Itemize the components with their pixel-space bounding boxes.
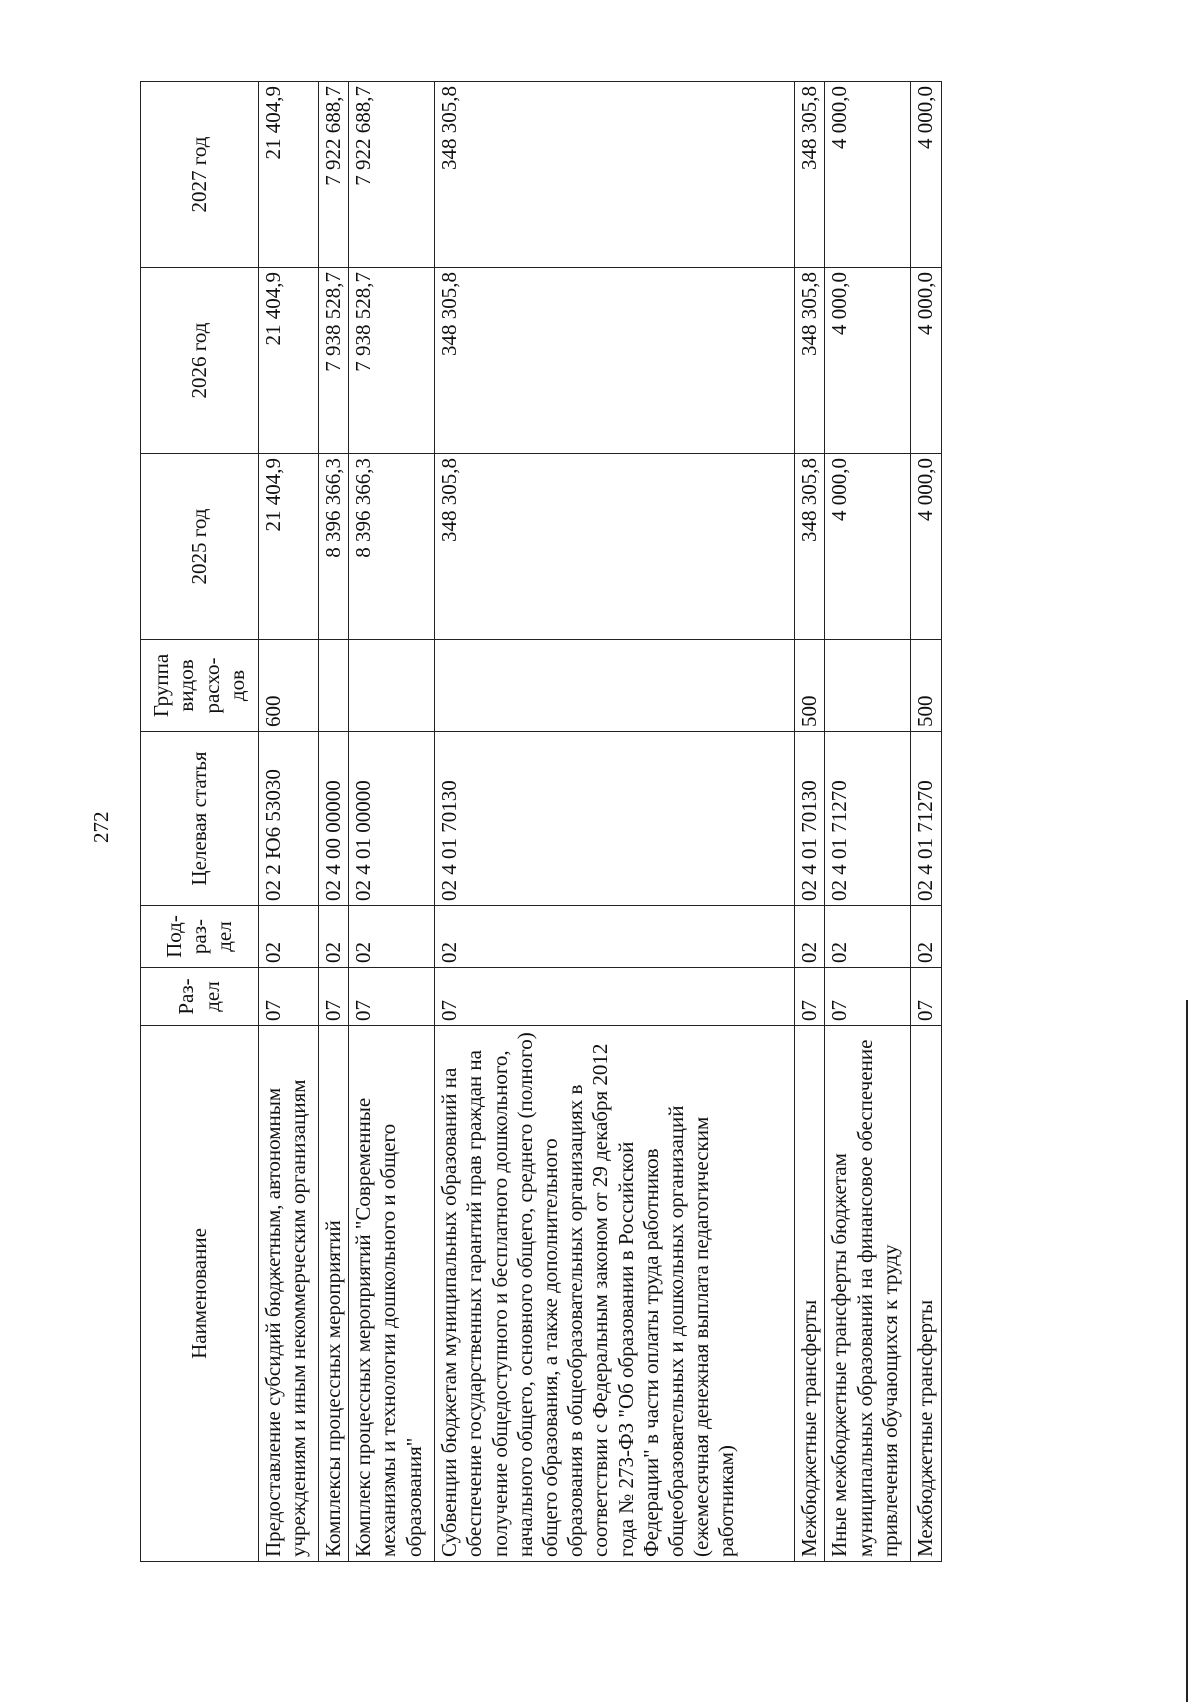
row-2027: 7 922 688,7 [319, 82, 349, 268]
page-number: 272 [89, 811, 113, 843]
row-2026: 21 404,9 [259, 268, 319, 454]
row-name: Комплекс процессных мероприятий "Современные механизмы и технологии дошкольного и общего образования" [349, 1026, 435, 1562]
budget-table [140, 81, 942, 1562]
row-name: Субвенции бюджетам муниципальных образований на обеспечение государственных гарантий прав граждан на получение общедоступного и бесплатного дошкольного, начального общего, основного общего, среднего (полного) общего образования, а также дополнительного образования в общеобразовательных организациях в соответствии с Федеральным законом от 29 декабря 2012 года № 273-ФЗ "Об образовании в Российской Федерации" в части оплаты труда работников общеобразовательных и дошкольных организаций (ежемесячная денежная выплата педагогическим работникам) [435, 1026, 795, 1562]
row-gruppa: 500 [911, 640, 941, 732]
row-podrazdel: 02 [319, 906, 349, 968]
row-name: Предоставление субсидий бюджетным, автономным учреждениям и иным некоммерческим организациям [259, 1026, 319, 1562]
row-razdel: 07 [435, 968, 795, 1026]
row-2025: 348 305,8 [435, 454, 795, 640]
row-gruppa [349, 640, 435, 732]
row-razdel: 07 [911, 968, 941, 1026]
row-name: Межбюджетные трансферты [911, 1026, 941, 1562]
row-gruppa [319, 640, 349, 732]
row-podrazdel: 02 [825, 906, 911, 968]
rotated-table-container [140, 82, 964, 1562]
row-2027: 348 305,8 [795, 82, 825, 268]
row-name: Иные межбюджетные трансферты бюджетам муниципальных образований на финансовое обеспечение привлечения обучающихся к труду [825, 1026, 911, 1562]
row-2025: 4 000,0 [825, 454, 911, 640]
header-2025: 2025 год [141, 454, 259, 640]
row-razdel: 07 [319, 968, 349, 1026]
row-celevaya: 02 4 01 71270 [911, 732, 941, 906]
row-podrazdel: 02 [911, 906, 941, 968]
scan-edge-line [1186, 1000, 1188, 1702]
row-2025: 4 000,0 [911, 454, 941, 640]
row-podrazdel: 02 [259, 906, 319, 968]
table-row [319, 82, 349, 1562]
row-name: Комплексы процессных мероприятий [319, 1026, 349, 1562]
row-2025: 8 396 366,3 [319, 454, 349, 640]
row-2027: 4 000,0 [911, 82, 941, 268]
row-2026: 7 938 528,7 [319, 268, 349, 454]
row-2027: 348 305,8 [435, 82, 795, 268]
row-2026: 4 000,0 [825, 268, 911, 454]
header-2026: 2026 год [141, 268, 259, 454]
row-2025: 8 396 366,3 [349, 454, 435, 640]
row-celevaya: 02 4 01 71270 [825, 732, 911, 906]
row-2026: 7 938 528,7 [349, 268, 435, 454]
header-razdel: Раз-дел [141, 968, 259, 1026]
row-gruppa: 500 [795, 640, 825, 732]
row-razdel: 07 [795, 968, 825, 1026]
row-gruppa: 600 [259, 640, 319, 732]
row-gruppa [825, 640, 911, 732]
header-gruppa: Группа видов расхо-дов [141, 640, 259, 732]
row-celevaya: 02 4 01 00000 [349, 732, 435, 906]
table-row [259, 82, 319, 1562]
header-name: Наименование [141, 1026, 259, 1562]
header-celevaya: Целевая статья [141, 732, 259, 906]
row-2026: 348 305,8 [435, 268, 795, 454]
row-gruppa [435, 640, 795, 732]
table-row [795, 82, 825, 1562]
row-celevaya: 02 4 00 00000 [319, 732, 349, 906]
row-2026: 4 000,0 [911, 268, 941, 454]
row-celevaya: 02 4 01 70130 [435, 732, 795, 906]
header-2027: 2027 год [141, 82, 259, 268]
row-2027: 21 404,9 [259, 82, 319, 268]
row-2025: 21 404,9 [259, 454, 319, 640]
row-celevaya: 02 4 01 70130 [795, 732, 825, 906]
table-row [911, 82, 941, 1562]
row-2026: 348 305,8 [795, 268, 825, 454]
row-celevaya: 02 2 Ю6 53030 [259, 732, 319, 906]
table-row [435, 82, 795, 1562]
row-razdel: 07 [825, 968, 911, 1026]
row-razdel: 07 [349, 968, 435, 1026]
table-row [349, 82, 435, 1562]
row-podrazdel: 02 [795, 906, 825, 968]
row-podrazdel: 02 [349, 906, 435, 968]
header-row [141, 82, 259, 1562]
row-razdel: 07 [259, 968, 319, 1026]
header-podrazdel: Под-раз-дел [141, 906, 259, 968]
table-row [825, 82, 911, 1562]
row-2027: 4 000,0 [825, 82, 911, 268]
row-podrazdel: 02 [435, 906, 795, 968]
row-name: Межбюджетные трансферты [795, 1026, 825, 1562]
row-2025: 348 305,8 [795, 454, 825, 640]
row-2027: 7 922 688,7 [349, 82, 435, 268]
